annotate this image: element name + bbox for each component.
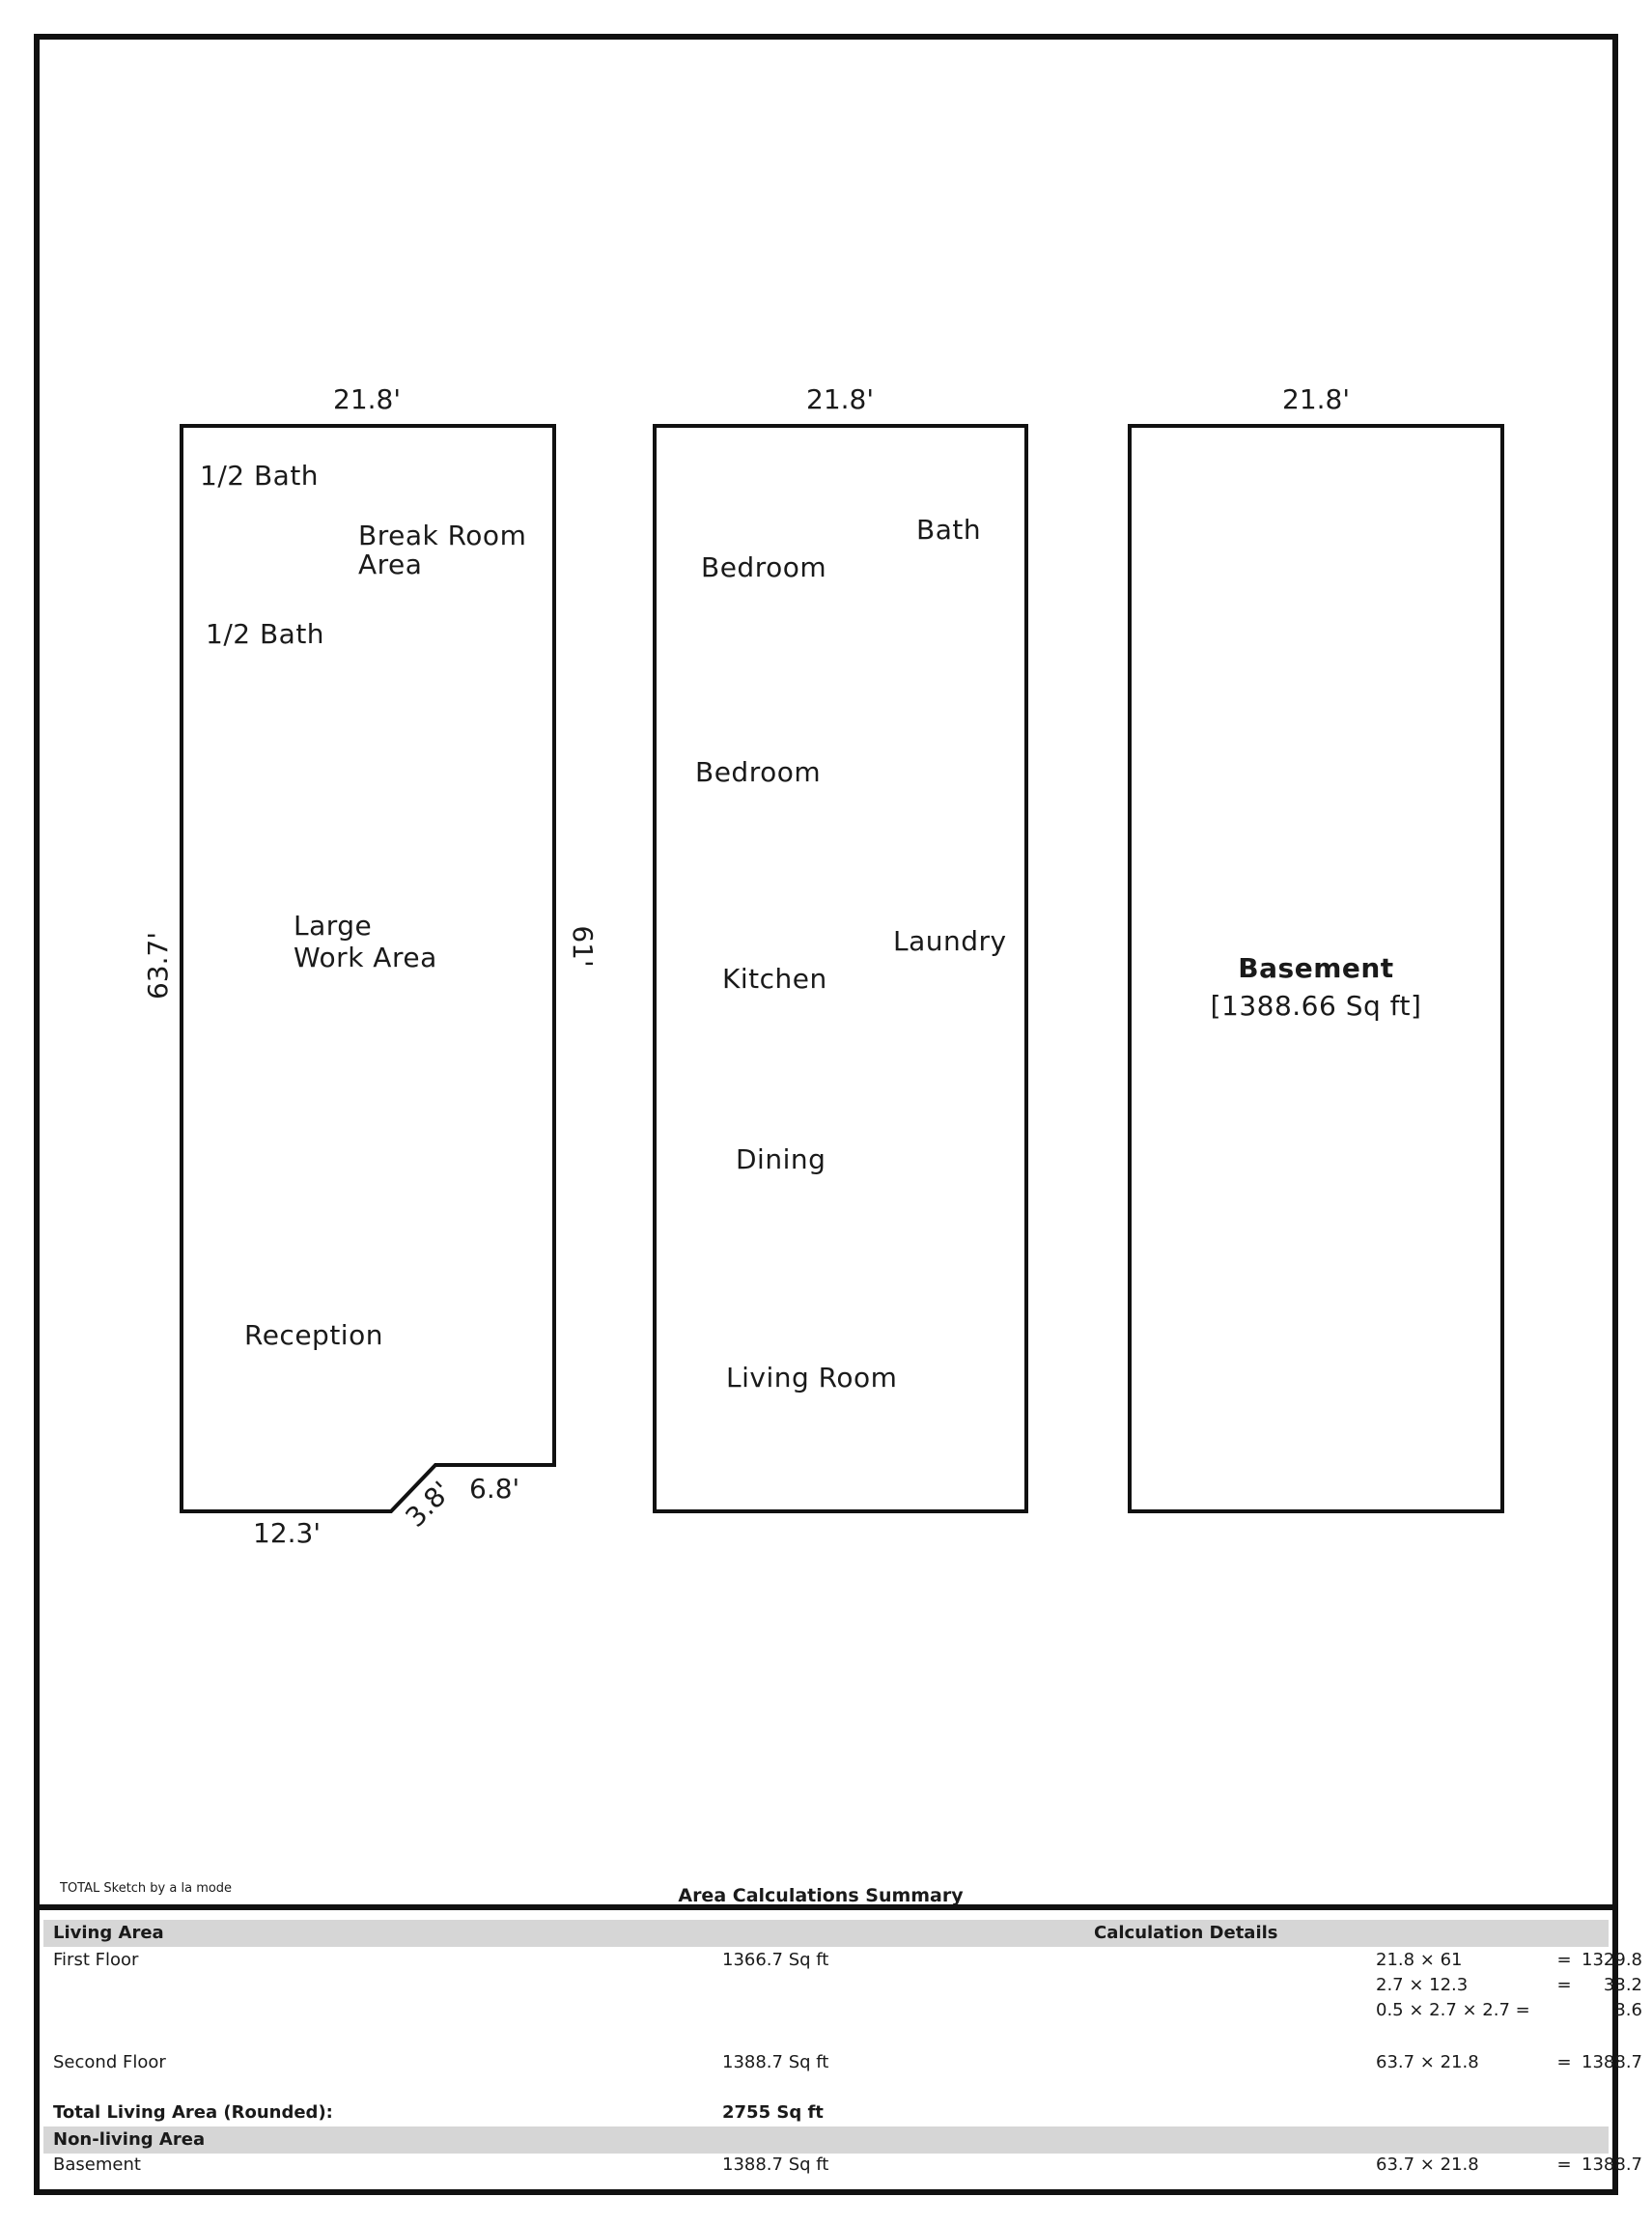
- first-floor-angle-dimension: 3.8': [399, 1475, 458, 1534]
- room-reception: Reception: [244, 1319, 383, 1351]
- first-floor-calc-2-formula: 2.7 × 12.3: [1376, 1975, 1469, 1995]
- room-bedroom-2: Bedroom: [695, 756, 822, 788]
- room-laundry: Laundry: [893, 925, 1007, 957]
- room-bath: Bath: [916, 514, 982, 546]
- room-dining: Dining: [736, 1143, 826, 1175]
- first-floor-calc-2-value: 33.2: [1603, 1975, 1642, 1995]
- basement-area: [1388.66 Sq ft]: [1210, 990, 1422, 1022]
- second-floor-top-dimension: 21.8': [806, 383, 875, 415]
- first-floor-label: First Floor: [53, 1950, 139, 1970]
- first-floor-left-dimension: 63.7': [142, 931, 174, 1000]
- total-living-area-label: Total Living Area (Rounded):: [53, 2102, 333, 2123]
- first-floor-bottom-dimension: 12.3': [253, 1517, 322, 1549]
- first-floor-top-dimension: 21.8': [333, 383, 402, 415]
- basement-area-value: 1388.7 Sq ft: [722, 2155, 829, 2175]
- summary-title: Area Calculations Summary: [678, 1885, 964, 1906]
- first-floor-calc-1-value: 1329.8: [1582, 1950, 1642, 1970]
- room-bedroom-1: Bedroom: [701, 551, 827, 583]
- room-break-room-area: Break Room Area: [358, 520, 527, 580]
- basement-calc-formula: 63.7 × 21.8: [1376, 2155, 1479, 2175]
- second-floor-area: 1388.7 Sq ft: [722, 2052, 829, 2072]
- calculation-details-header: Calculation Details: [1094, 1923, 1278, 1943]
- first-floor-calc-1-formula: 21.8 × 61: [1376, 1950, 1463, 1970]
- first-floor-step-dimension: 6.8': [469, 1473, 520, 1505]
- second-floor-calc-equals: =: [1556, 2052, 1572, 2072]
- basement-title: Basement: [1238, 952, 1394, 984]
- second-floor-label: Second Floor: [53, 2052, 166, 2072]
- first-floor-calc-3-formula: 0.5 × 2.7 × 2.7 =: [1376, 2000, 1530, 2020]
- first-floor-calc-2-equals: =: [1556, 1975, 1572, 1995]
- first-floor-area: 1366.7 Sq ft: [722, 1950, 829, 1970]
- non-living-area-header-band: [43, 2126, 1609, 2154]
- second-floor-calc-value: 1388.7: [1582, 2052, 1642, 2072]
- software-credit: TOTAL Sketch by a la mode: [60, 1881, 233, 1896]
- basement-top-dimension: 21.8': [1282, 383, 1351, 415]
- first-floor-right-dimension: 61': [567, 925, 599, 968]
- basement-label: Basement: [53, 2155, 141, 2175]
- room-half-bath-1: 1/2 Bath: [200, 460, 320, 492]
- basement-calc-value: 1388.7: [1582, 2155, 1642, 2175]
- second-floor-calc-formula: 63.7 × 21.8: [1376, 2052, 1479, 2072]
- total-living-area-value: 2755 Sq ft: [722, 2102, 824, 2123]
- area-calculations-summary: [34, 1904, 1642, 2195]
- non-living-area-header: Non-living Area: [53, 2129, 206, 2150]
- first-floor-calc-3-value: 3.6: [1614, 2000, 1642, 2020]
- room-half-bath-2: 1/2 Bath: [206, 618, 325, 650]
- room-living-room: Living Room: [726, 1362, 898, 1394]
- first-floor-calc-1-equals: =: [1556, 1950, 1572, 1970]
- living-area-header-band: [43, 1920, 1609, 1947]
- second-floor-outline: [655, 426, 1026, 1511]
- basement-calc-equals: =: [1556, 2155, 1572, 2175]
- room-kitchen: Kitchen: [722, 963, 827, 995]
- room-large-work-area: Large Work Area: [294, 910, 437, 973]
- living-area-header: Living Area: [53, 1923, 164, 1943]
